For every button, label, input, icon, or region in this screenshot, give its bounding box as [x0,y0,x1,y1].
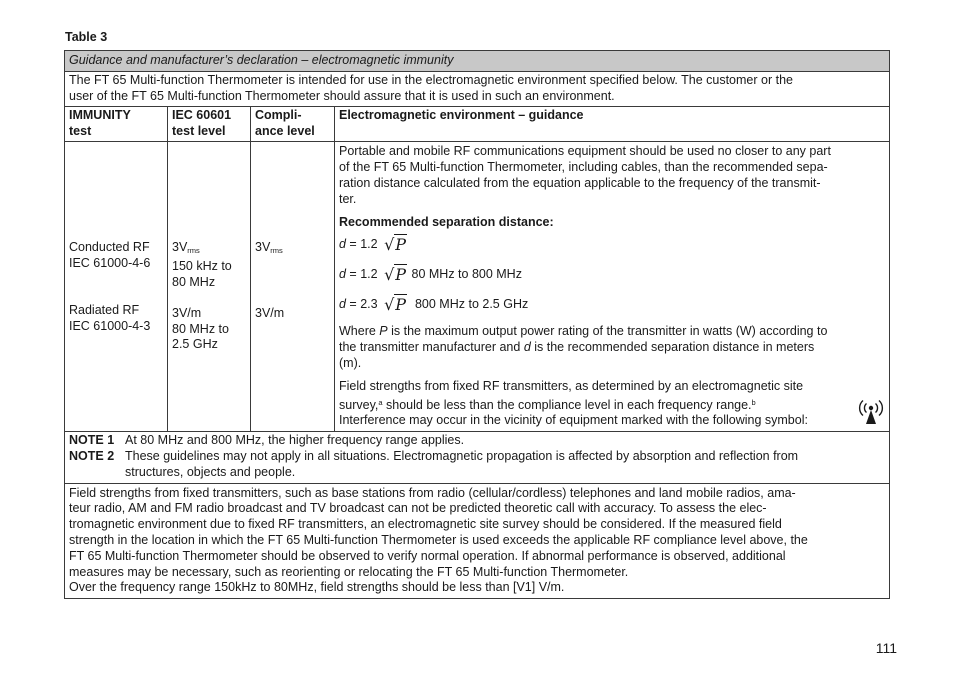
header-compliance-level [251,107,335,142]
body-row [65,142,890,432]
text-run: survey, [339,397,379,412]
test-line: Radiated RF [69,302,140,317]
compliance-level-cell [251,142,335,432]
header-row [65,107,890,142]
level-line: 80 MHz [172,274,216,289]
footer-line: teur radio, AM and FM radio broadcast and TV broadcast can not be predicted theoretic call with accuracy. To assess the elec- [69,501,767,516]
note-2 [69,449,885,481]
test-line: IEC 61000-4-3 [69,318,151,333]
formula-root-variable: P [395,264,407,284]
conducted-rf-level [172,240,246,290]
where-explanation [339,324,885,371]
footer-row [65,483,890,599]
footer-cell [65,483,890,599]
note-text: These guidelines may not apply in all situations. Electromagnetic propagation is affected by absorption and reflection from [125,448,799,463]
square-root-icon: √P [384,264,407,284]
conducted-rf-test [69,240,163,272]
guidance-cell [335,142,890,432]
non-ionizing-radiation-icon [855,397,887,429]
guidance-line: ration distance calculated from the equation applicable to the frequency of the transmit- [339,175,821,190]
text-run: the transmitter manufacturer and [339,340,524,355]
footer-line: strength in the location in which the FT 65 Multi-function Thermometer is used exceeds the applicable RF compliance level above, the [69,532,808,547]
header-line: test [69,123,92,138]
level-line: 2.5 GHz [172,337,218,352]
compliance-value: 3V [255,240,271,255]
conducted-rf-compliance [255,240,330,259]
radiated-rf-level [172,306,246,353]
footer-line: tromagnetic environment due to fixed RF transmitters, an electromagnetic site survey should be considered. If the measured field [69,517,782,532]
note-text: At 80 MHz and 800 MHz, the higher frequency range applies. [125,433,465,448]
footer-line: Over the frequency range 150kHz to 80MHz, field strengths should be less than [V1] V/m. [69,580,565,595]
intro-text [65,71,890,107]
radiated-rf-test [69,303,163,335]
immunity-table [64,50,890,599]
level-line: 3V/m [172,305,202,320]
guidance-line: of the FT 65 Multi-function Thermometer, including cables, than the recommended sepa- [339,160,828,175]
formula-variable: d [339,266,346,281]
notes-cell [65,432,890,483]
footer-line: FT 65 Multi-function Thermometer should be observed to verify normal operation. If abnormal performance is observed, additional [69,548,786,563]
formula-variable: d [339,296,346,311]
test-line: Conducted RF [69,240,150,255]
compliance-unit-sub: rms [270,246,283,256]
square-root-icon: √P [384,294,407,314]
iec-level-cell [168,142,251,432]
title-row [65,51,890,72]
formula-3 [339,282,885,312]
text-run: is the recommended separation distance in meters [530,340,815,355]
guidance-line: Portable and mobile RF communications equipment should be used no closer to any part [339,144,831,159]
header-iec-level [168,107,251,142]
test-line: IEC 61000-4-6 [69,256,151,271]
square-root-icon: √P [384,234,407,254]
formula-1 [339,230,885,252]
header-line: IMMUNITY [69,108,131,123]
formula-variable: d [339,236,346,251]
header-immunity-test [65,107,168,142]
header-line: test level [172,123,226,138]
level-line: 80 MHz to [172,321,229,336]
recommended-distance-heading: Recommended separation distance: [339,214,554,229]
formula-coefficient: = 1.2 [345,236,382,251]
formula-coefficient: = 2.3 [345,296,382,311]
footer-line: measures may be necessary, such as reorienting or relocating the FT 65 Multi-function Thermometer. [69,564,629,579]
portable-guidance [339,144,885,207]
text-run: should be less than the compliance level in each frequency range. [382,397,752,412]
text-run: d [523,340,531,355]
table-label: Table 3 [65,30,108,44]
note-label: NOTE 2 [69,448,115,463]
level-value: 3V [172,240,188,255]
header-environment-guidance: Electromagnetic environment – guidance [335,107,890,142]
footer-line: Field strengths from fixed transmitters, such as base stations from radio (cellular/cordless) telephones and land mobile radios, ama- [69,485,796,500]
immunity-test-cell [65,142,168,432]
formula-range: 80 MHz to 800 MHz [408,266,522,281]
formula-range: 800 MHz to 2.5 GHz [408,296,529,311]
text-run: Where [339,324,380,339]
header-line: IEC 60601 [172,108,232,123]
formula-root-variable: P [395,234,407,254]
intro-row [65,71,890,107]
formula-coefficient: = 1.2 [345,266,382,281]
text-run: is the maximum output power rating of the transmitter in watts (W) according to [387,324,828,339]
guidance-line: Field strengths from fixed RF transmitters, as determined by an electromagnetic site [339,378,804,393]
notes-row [65,432,890,483]
field-strength-guidance [339,379,885,429]
header-line: ance level [255,123,315,138]
text-run: P [379,324,388,339]
radiated-rf-compliance: 3V/m [255,306,285,321]
note-text: structures, objects and people. [125,464,296,479]
guidance-line: ter. [339,191,357,206]
footnote-marker: b [751,397,756,407]
formula-root-variable: P [395,294,407,314]
intro-line: The FT 65 Multi-function Thermometer is intended for use in the electromagnetic environment specified below. The customer or the [69,72,793,87]
text-run: (m). [339,355,362,370]
page-number: 111 [875,640,897,656]
level-line: 150 kHz to [172,259,232,274]
level-unit-sub: rms [187,246,200,256]
guidance-line: Interference may occur in the vicinity of equipment marked with the following symbol: [339,413,808,428]
footnote-marker: a [378,397,383,407]
note-label: NOTE 1 [69,433,115,448]
intro-line: user of the FT 65 Multi-function Thermometer should assure that it is used in such an environment. [69,88,615,103]
note-1 [69,433,885,449]
table-title: Guidance and manufacturer’s declaration – electromagnetic immunity [65,51,890,72]
formula-2 [339,252,885,282]
header-line: Compli- [255,108,302,123]
